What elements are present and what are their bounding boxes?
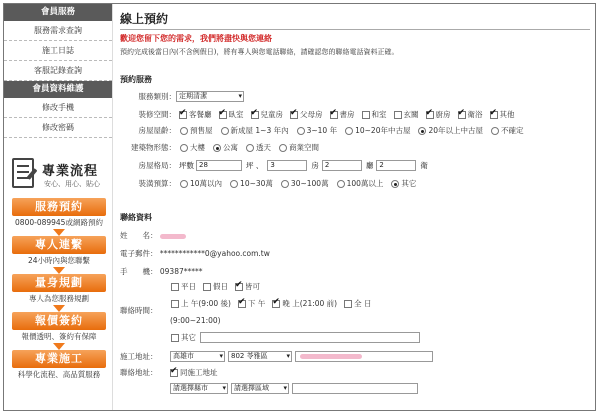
budget-option-radio[interactable] xyxy=(230,180,238,188)
house-age-option-label: 10~20年中古屋 xyxy=(355,126,411,135)
contact-days-row xyxy=(168,280,264,293)
space-option-label: 廚房 xyxy=(435,110,451,119)
name-value-redacted xyxy=(160,234,186,239)
contact-address-selects-row xyxy=(170,382,418,395)
house-age-option-label: 新成屋 1~3 年內 xyxy=(230,126,289,135)
arrow-down-icon xyxy=(53,305,65,312)
bath-unit: 衛 xyxy=(420,161,428,170)
flow-step-planning-desc: 專人為您服務規劃 xyxy=(29,294,89,303)
room-unit: 房 xyxy=(311,161,319,170)
contact-day-option-checkbox[interactable] xyxy=(171,283,179,291)
page-title: 線上預約 xyxy=(120,12,169,26)
contact-day-option-checkbox[interactable] xyxy=(203,283,211,291)
process-flow-subtitle: 安心、用心、貼心 xyxy=(44,180,100,188)
sidebar-item-edit-password[interactable]: 修改密碼 xyxy=(4,118,112,138)
house-age-row xyxy=(120,124,528,137)
building-type-option-label: 公寓 xyxy=(223,143,238,152)
arrow-down-icon xyxy=(53,267,65,274)
app-frame xyxy=(3,3,596,411)
flow-step-quote-button[interactable]: 報價簽約 xyxy=(12,312,106,330)
contact-district-select[interactable]: 請選擇區域 ▾ xyxy=(231,383,289,394)
booking-notice: 預約完成後當日內(不含例假日)，將有專人與您電話聯絡，請確認您的聯絡電話資料正確。 xyxy=(120,48,399,56)
house-age-option-radio[interactable] xyxy=(221,127,229,135)
contact-period-option-checkbox[interactable] xyxy=(171,300,179,308)
layout-row xyxy=(120,159,428,172)
budget-option-radio[interactable] xyxy=(281,180,289,188)
space-option-label: 兒童房 xyxy=(260,110,283,119)
space-option-checkbox[interactable] xyxy=(394,111,402,119)
time-other-label: 其它 xyxy=(181,333,196,342)
space-label: 裝修空間： xyxy=(138,110,176,119)
clipboard-icon xyxy=(12,158,34,188)
ping-input[interactable]: 28 xyxy=(196,160,242,171)
flow-step-contact xyxy=(12,236,106,274)
name-label: 姓 名： xyxy=(120,231,158,240)
house-age-option-radio[interactable] xyxy=(418,127,426,135)
flow-step-booking-button[interactable]: 服務預約 xyxy=(12,198,106,216)
space-option-checkbox[interactable] xyxy=(290,111,298,119)
space-option-label: 和室 xyxy=(371,110,387,119)
contact-period-option-checkbox[interactable] xyxy=(344,300,352,308)
site-district-select[interactable]: 802 苓雅區 ▾ xyxy=(228,351,292,362)
building-type-option-radio[interactable] xyxy=(279,144,287,152)
contact-period-option-label: 全 日 xyxy=(354,299,372,308)
house-age-options xyxy=(176,125,528,136)
budget-option-label: 10~30萬 xyxy=(240,179,273,188)
space-option-label: 父母房 xyxy=(300,110,323,119)
house-age-option-radio[interactable] xyxy=(345,127,353,135)
house-age-option-radio[interactable] xyxy=(297,127,305,135)
contact-time-label: 聯絡時間： xyxy=(120,306,158,315)
email-label: 電子郵件： xyxy=(120,249,158,258)
contact-periods-row xyxy=(168,297,375,310)
email-row xyxy=(120,248,270,259)
building-type-option-radio[interactable] xyxy=(213,144,221,152)
arrow-down-icon xyxy=(53,229,65,236)
space-option-checkbox[interactable] xyxy=(362,111,370,119)
process-flow-header xyxy=(4,154,113,198)
house-age-option-label: 3~10 年 xyxy=(306,126,338,135)
house-age-option-label: 20年以上中古屋 xyxy=(428,126,484,135)
space-option-checkbox[interactable] xyxy=(330,111,338,119)
contact-period-option-label: 下 午 xyxy=(247,299,266,308)
space-option-label: 其他 xyxy=(499,110,515,119)
site-address-input[interactable] xyxy=(295,351,433,362)
space-option-checkbox[interactable] xyxy=(179,111,187,119)
allday-note: (9:00~21:00) xyxy=(170,316,221,325)
same-as-site-checkbox[interactable] xyxy=(170,369,178,377)
house-age-option-radio[interactable] xyxy=(180,127,188,135)
contact-period-option-label: 上 午(9:00 後) xyxy=(181,299,231,308)
service-type-row xyxy=(120,90,244,103)
house-age-option-radio[interactable] xyxy=(491,127,499,135)
building-type-option-label: 透天 xyxy=(256,143,271,152)
contact-days-options xyxy=(168,281,264,292)
flow-step-planning xyxy=(12,274,106,312)
space-option-label: 衛浴 xyxy=(467,110,483,119)
hall-input[interactable]: 2 xyxy=(322,160,362,171)
sidebar xyxy=(4,4,113,410)
bath-input[interactable]: 2 xyxy=(376,160,416,171)
space-option-checkbox[interactable] xyxy=(219,111,227,119)
budget-option-radio[interactable] xyxy=(337,180,345,188)
time-other-input[interactable] xyxy=(200,332,420,343)
flow-step-planning-button[interactable]: 量身規劃 xyxy=(12,274,106,292)
building-type-row xyxy=(120,141,323,154)
title-divider xyxy=(120,29,590,30)
sidebar-item-support-records[interactable]: 客服記錄查詢 xyxy=(4,61,112,81)
house-age-option-label: 預售屋 xyxy=(190,126,213,135)
space-option-checkbox[interactable] xyxy=(458,111,466,119)
site-address-row xyxy=(120,350,433,363)
budget-option-radio[interactable] xyxy=(180,180,188,188)
building-type-label: 建築物形態： xyxy=(131,143,176,152)
contact-address-input[interactable] xyxy=(292,383,418,394)
ping-unit: 坪 、 xyxy=(246,161,264,170)
building-type-option-label: 大樓 xyxy=(190,143,205,152)
flow-step-booking-desc: 0800-089945或網路預約 xyxy=(15,218,103,227)
time-other-checkbox[interactable] xyxy=(171,334,179,342)
space-option-label: 書房 xyxy=(339,110,355,119)
budget-option-label: 10萬以內 xyxy=(190,179,223,188)
budget-option-label: 其它 xyxy=(401,179,417,188)
flow-step-construction-desc: 科學化流程、高品質服務 xyxy=(17,370,101,379)
contact-period-option-label: 晚 上(21:00 前) xyxy=(282,299,338,308)
space-option-label: 玄關 xyxy=(403,110,419,119)
house-age-option-label: 不確定 xyxy=(501,126,524,135)
contact-time-other-row xyxy=(168,331,420,344)
sidebar-item-service-query[interactable]: 服務需求查詢 xyxy=(4,21,112,41)
contact-address-row xyxy=(120,366,222,379)
flow-step-construction xyxy=(12,350,106,381)
house-age-label: 房屋屋齡： xyxy=(138,126,176,135)
space-option-checkbox[interactable] xyxy=(490,111,498,119)
name-row xyxy=(120,230,186,241)
flow-step-construction-button[interactable]: 專業施工 xyxy=(12,350,106,368)
main-content xyxy=(120,4,596,410)
building-type-options xyxy=(176,142,323,153)
welcome-notice: 歡迎您留下您的需求，我們將盡快與您連絡 xyxy=(120,34,272,43)
budget-row xyxy=(120,177,420,190)
flow-step-quote-desc: 報價透明、簽約有保障 xyxy=(21,332,97,341)
room-input[interactable]: 3 xyxy=(267,160,307,171)
flow-step-quote xyxy=(12,312,106,350)
flow-step-contact-desc: 24小時內與您聯繫 xyxy=(27,256,91,265)
space-options xyxy=(176,109,519,120)
service-type-select[interactable]: 定期清潔 ▾ xyxy=(176,91,244,102)
space-option-checkbox[interactable] xyxy=(251,111,259,119)
contact-city-select[interactable]: 請選擇縣市 ▾ xyxy=(170,383,228,394)
flow-step-booking xyxy=(12,198,106,236)
contact-section-title: 聯絡資料 xyxy=(120,213,152,222)
flow-step-contact-button[interactable]: 專人連繫 xyxy=(12,236,106,254)
phone-value: 09387***** xyxy=(159,267,203,276)
service-type-label: 服務類別： xyxy=(138,92,176,101)
process-flow-title: 專業流程 xyxy=(42,164,99,179)
email-value: ************0@yahoo.com.tw xyxy=(159,249,270,258)
contact-day-option-label: 皆可 xyxy=(245,282,260,291)
same-as-site-label: 同施工地址 xyxy=(180,368,218,377)
building-type-option-radio[interactable] xyxy=(180,144,188,152)
budget-option-radio[interactable] xyxy=(391,180,399,188)
space-option-checkbox[interactable] xyxy=(426,111,434,119)
site-address-label: 施工地址： xyxy=(120,352,158,361)
ping-label: 坪數 xyxy=(179,161,194,170)
hall-unit: 廳 xyxy=(365,161,374,170)
phone-row xyxy=(120,266,203,277)
sidebar-section-member-services: 會員服務 xyxy=(4,4,112,21)
site-address-redacted xyxy=(300,354,362,359)
contact-period-option-checkbox[interactable] xyxy=(272,300,280,308)
phone-label: 手 機： xyxy=(120,267,158,276)
service-section-title: 預約服務 xyxy=(120,75,152,84)
sidebar-item-work-log[interactable]: 施工日誌 xyxy=(4,41,112,61)
space-option-label: 客餐廳 xyxy=(189,110,212,119)
contact-day-option-label: 假日 xyxy=(213,282,228,291)
contact-day-option-label: 平日 xyxy=(181,282,196,291)
building-type-option-label: 商業空間 xyxy=(289,143,319,152)
site-city-select[interactable]: 高雄市 ▾ xyxy=(170,351,225,362)
budget-option-label: 30~100萬 xyxy=(290,179,329,188)
budget-option-label: 100萬以上 xyxy=(346,179,384,188)
sidebar-item-edit-phone[interactable]: 修改手機 xyxy=(4,98,112,118)
space-option-label: 臥室 xyxy=(228,110,244,119)
contact-period-option-checkbox[interactable] xyxy=(238,300,246,308)
contact-day-option-checkbox[interactable] xyxy=(235,283,243,291)
building-type-option-radio[interactable] xyxy=(246,144,254,152)
budget-options xyxy=(176,178,420,189)
contact-periods-options xyxy=(168,298,375,309)
space-row xyxy=(120,108,519,121)
layout-label: 房屋格局： xyxy=(138,161,176,170)
budget-label: 裝潢預算： xyxy=(138,179,176,188)
arrow-down-icon xyxy=(53,343,65,350)
process-flow xyxy=(4,154,113,381)
sidebar-section-member-data: 會員資料維護 xyxy=(4,81,112,98)
contact-address-label: 聯絡地址： xyxy=(120,368,158,377)
